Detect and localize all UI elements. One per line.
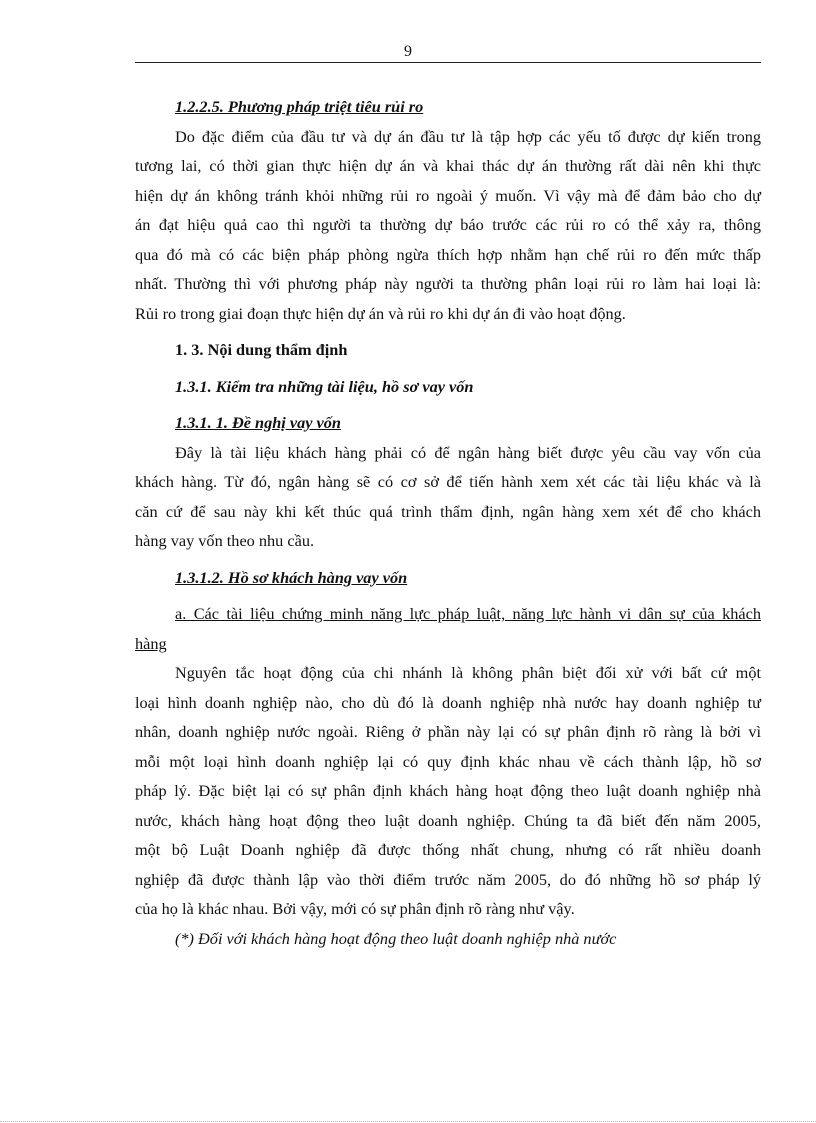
page-bottom-border (0, 1121, 816, 1122)
paragraph-line: án đạt hiệu quả cao thì người ta thường dự báo trước các rủi ro có thể xảy ra, thông (135, 215, 761, 234)
paragraph-line: Đây là tài liệu khách hàng phải có để ngân hàng biết được yêu cầu vay vốn của (175, 442, 761, 462)
header-rule (135, 62, 761, 63)
paragraph-line: Rủi ro trong giai đoạn thực hiện dự án và rủi ro khi dự án đi vào hoạt động. (135, 303, 626, 323)
paragraph-line: khách hàng. Từ đó, ngân hàng sẽ có cơ sở để tiến hành xem xét các tài liệu khác và là (135, 472, 761, 491)
section-heading-1-3-1: 1.3.1. Kiểm tra những tài liệu, hồ sơ vay vốn (175, 376, 474, 396)
paragraph-line: nước, khách hàng hoạt động theo luật doanh nghiệp. Chúng ta đã biết đến năm 2005, (135, 810, 761, 830)
section-heading-1-3: 1. 3. Nội dung thẩm định (175, 340, 348, 359)
paragraph-line: nhân, doanh nghiệp nước ngoài. Riêng ở phần này lại có sự phân định rõ ràng là bởi vì (135, 722, 761, 741)
paragraph-line: của họ là khác nhau. Bởi vậy, mới có sự phân định rõ ràng như vậy. (135, 899, 575, 918)
section-heading-1-3-1-1: 1.3.1. 1. Đề nghị vay vốn (175, 413, 341, 432)
paragraph-line: căn cứ để sau này khi kết thúc quá trình thẩm định, ngân hàng xem xét để cho khách (135, 501, 761, 521)
paragraph-line: hàng vay vốn theo nhu cầu. (135, 531, 315, 550)
paragraph-line: Nguyên tắc hoạt động của chi nhánh là không phân biệt đối xử với bất cứ một (175, 663, 761, 682)
paragraph-line: pháp lý. Đặc biệt lại có sự phân định khách hàng hoạt động theo luật doanh nghiệp nhà (135, 781, 761, 800)
paragraph-line: một bộ Luật Doanh nghiệp đã được thống nhất chung, nhưng có rất nhiều doanh (135, 840, 761, 859)
note-line: (*) Đối với khách hàng hoạt động theo luật doanh nghiệp nhà nước (175, 928, 617, 948)
section-heading-1-2-2-5: 1.2.2.5. Phương pháp triệt tiêu rủi ro (175, 97, 424, 116)
paragraph-line: Do đặc điểm của đầu tư và dự án đầu tư là tập hợp các yếu tố được dự kiến trong (175, 126, 761, 146)
paragraph-line: nhất. Thường thì với phương pháp này người ta thường phân loại rủi ro làm hai loại là: (135, 274, 761, 293)
paragraph-line: qua đó mà có các biện pháp phòng ngừa thích hợp nhằm hạn chế rủi ro đến mức thấp (135, 244, 761, 264)
subheading-a-line: hàng (135, 633, 167, 653)
paragraph-line: tương lai, có thời gian thực hiện dự án và khai thác dự án thường rất dài nên khi thực (135, 156, 761, 175)
section-heading-1-3-1-2: 1.3.1.2. Hồ sơ khách hàng vay vốn (175, 567, 408, 587)
paragraph-line: nghiệp đã được thành lập vào thời điểm trước năm 2005, do đó những hồ sơ pháp lý (135, 869, 761, 889)
subheading-a-line: a. Các tài liệu chứng minh năng lực pháp luật, năng lực hành vi dân sự của khách (175, 604, 761, 623)
document-body (135, 92, 761, 953)
page-number: 9 (404, 43, 412, 60)
paragraph-line: loại hình doanh nghiệp nào, cho dù đó là doanh nghiệp nhà nước hay doanh nghiệp tư (135, 692, 761, 712)
paragraph-line: mỗi một loại hình doanh nghiệp lại có quy định khác nhau về cách thành lập, hồ sơ (135, 751, 761, 771)
paragraph-line: hiện dự án không tránh khỏi những rủi ro ngoài ý muốn. Vì vậy mà để đảm bảo cho dự (135, 185, 761, 205)
